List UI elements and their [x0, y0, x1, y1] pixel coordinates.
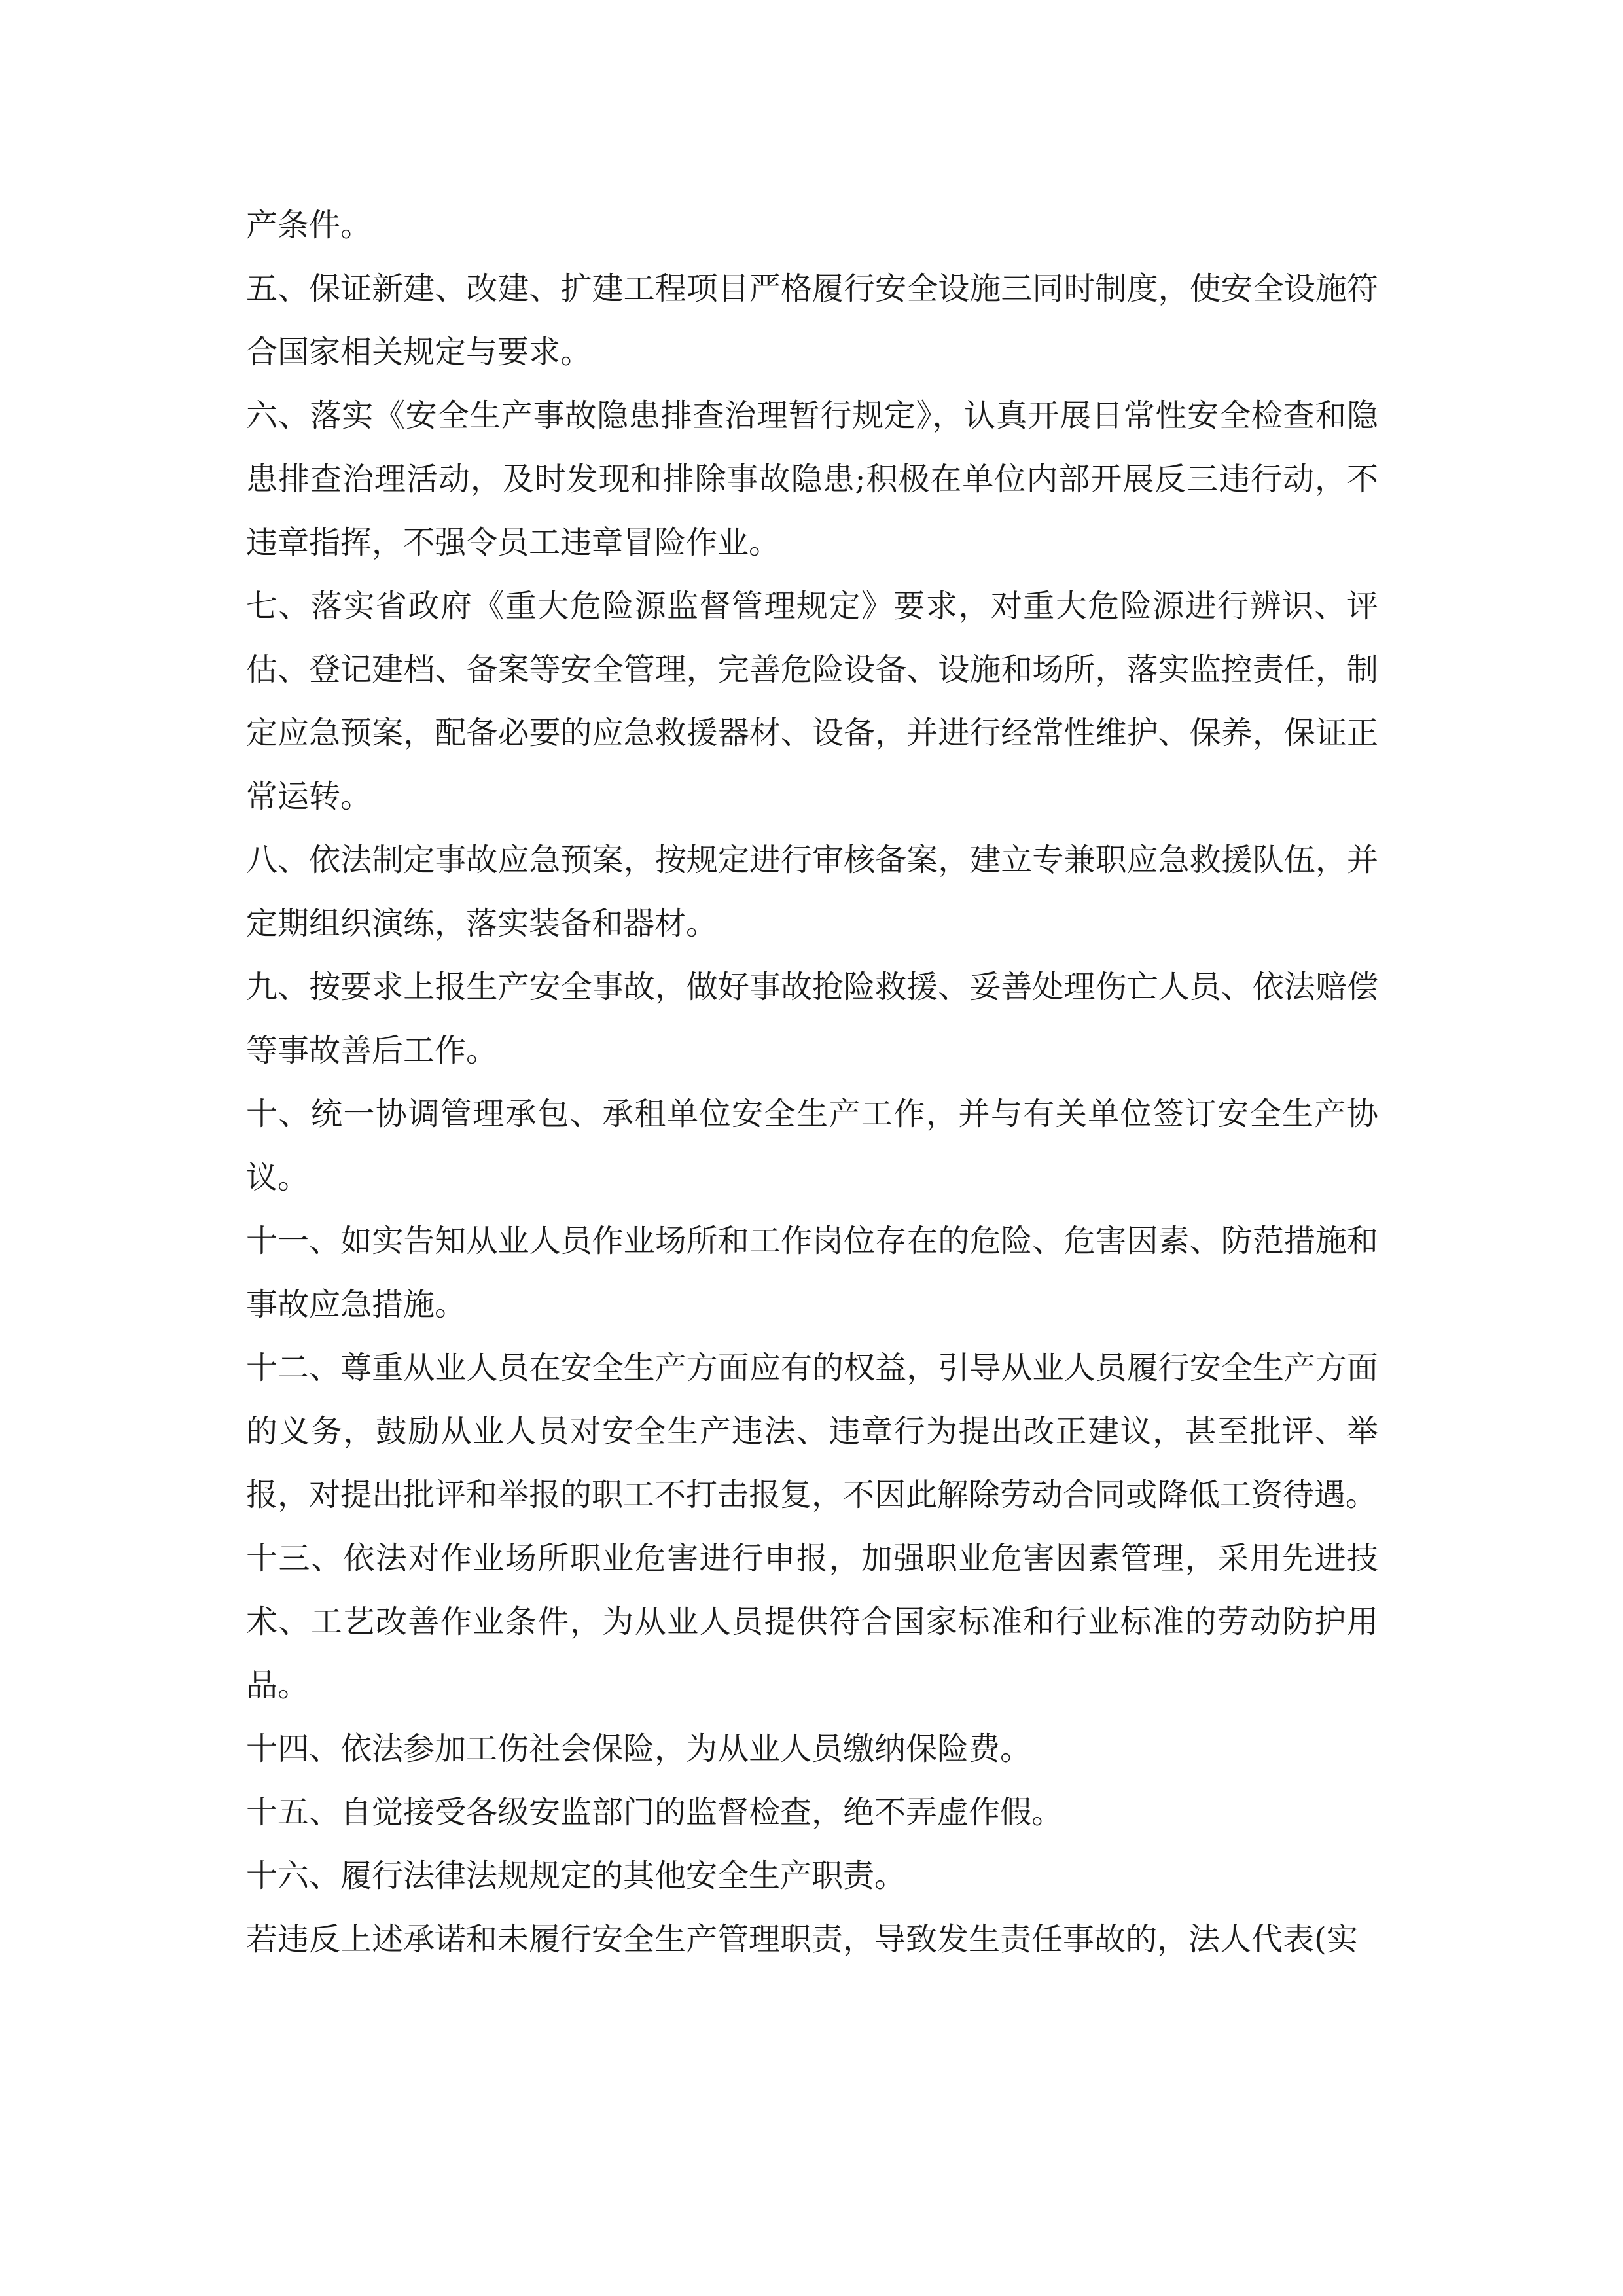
- paragraph-closing: 若违反上述承诺和未履行安全生产管理职责，导致发生责任事故的，法人代表(实: [246, 1921, 1358, 1958]
- paragraph-item-14: 十四、依法参加工伤社会保险，为从业人员缴纳保险费。: [246, 1731, 1032, 1767]
- paragraph-item-7: 七、落实省政府《重大危险源监督管理规定》要求，对重大危险源进行辨识、评估、登记建档、备案等安全管理，完善危险设备、设施和场所，落实监控责任，制定应急预案，配备必要的应急救援器材、设备，并进行经常性维护、保养，保证正常运转。: [246, 588, 1378, 815]
- paragraph-item-13: 十三、依法对作业场所职业危害进行申报，加强职业危害因素管理，采用先进技术、工艺改善作业条件，为从业人员提供符合国家标准和行业标准的劳动防护用品。: [246, 1540, 1378, 1704]
- paragraph-item-6: 六、落实《安全生产事故隐患排查治理暂行规定》，认真开展日常性安全检查和隐患排查治理活动，及时发现和排除事故隐患;积极在单位内部开展反三违行动，不违章指挥，不强令员工违章冒险作业。: [246, 397, 1378, 561]
- document-body: [246, 194, 1378, 1971]
- paragraph-item-16: 十六、履行法律法规规定的其他安全生产职责。: [246, 1857, 906, 1894]
- paragraph-item-15: 十五、自觉接受各级安监部门的监督检查，绝不弄虚作假。: [246, 1794, 1063, 1831]
- paragraph-item-10: 十、统一协调管理承包、承租单位安全生产工作，并与有关单位签订安全生产协议。: [246, 1096, 1378, 1196]
- paragraph-item-9: 九、按要求上报生产安全事故，做好事故抢险救援、妥善处理伤亡人员、依法赔偿等事故善后工作。: [246, 969, 1378, 1069]
- paragraph-item-8: 八、依法制定事故应急预案，按规定进行审核备案，建立专兼职应急救援队伍，并定期组织演练，落实装备和器材。: [246, 842, 1378, 942]
- paragraph-item-12: 十二、尊重从业人员在安全生产方面应有的权益，引导从业人员履行安全生产方面的义务，鼓励从业人员对安全生产违法、违章行为提出改正建议，甚至批评、举报，对提出批评和举报的职工不打击报复，不因此解除劳动合同或降低工资待遇。: [246, 1350, 1378, 1513]
- paragraph-continuation: 产条件。: [246, 207, 372, 243]
- paragraph-item-11: 十一、如实告知从业人员作业场所和工作岗位存在的危险、危害因素、防范措施和事故应急措施。: [246, 1223, 1378, 1323]
- paragraph-item-5: 五、保证新建、改建、扩建工程项目严格履行安全设施三同时制度，使安全设施符合国家相关规定与要求。: [246, 270, 1378, 370]
